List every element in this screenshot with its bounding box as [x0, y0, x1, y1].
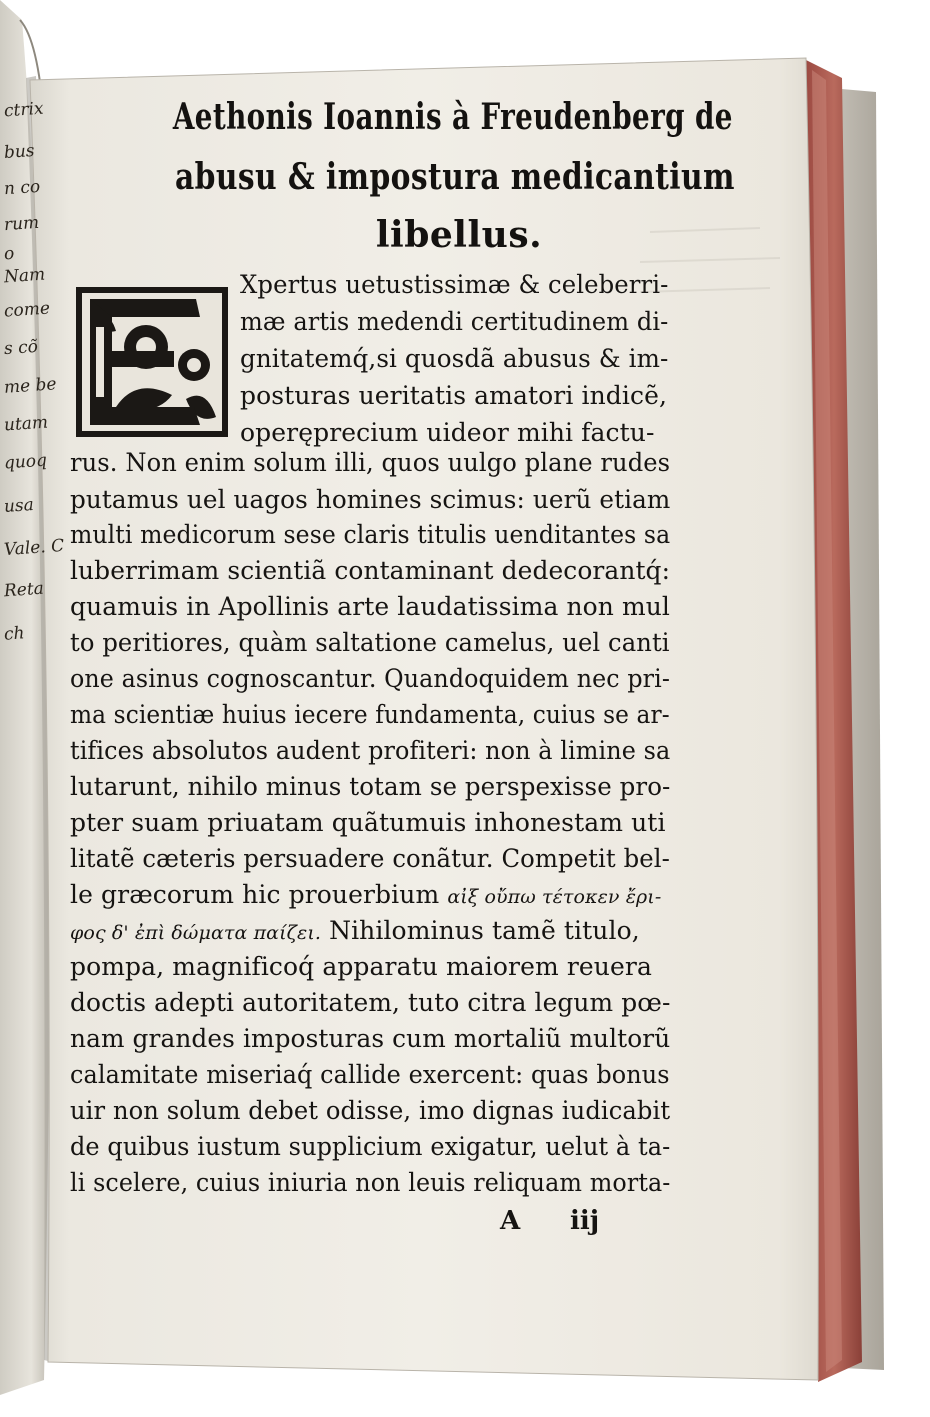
text-line: li scelere, cuius iniuria non leuis reliquam morta- — [70, 1168, 671, 1197]
facing-fragment: usa — [3, 494, 35, 518]
heading-line: abusu & impostura medicantium — [175, 156, 735, 198]
text-line: gnitatemq́,si quosdã abusus & im- — [240, 344, 669, 373]
text-line: to peritiores, quàm saltatione camelus, uel canti — [70, 628, 670, 657]
text-line: Xpertus uetustissimæ & celeberri- — [240, 270, 669, 299]
text-line: putamus uel uagos homines scimus: uerũ etiam — [70, 485, 671, 514]
text-line — [70, 880, 670, 909]
text-line: de quibus iustum supplicium exigatur, uelut à ta- — [70, 1132, 671, 1161]
text-line: lutarunt, nihilo minus totam se perspexisse pro- — [70, 772, 671, 801]
text-line: mæ artis medendi certitudinem di- — [240, 307, 669, 336]
text-line: posturas ueritatis amatori indicẽ, — [240, 381, 668, 410]
facing-fragment: o — [3, 243, 15, 265]
text-line: nam grandes imposturas cum mortaliũ multorũ — [70, 1024, 671, 1053]
signature-number: iij — [570, 1206, 600, 1236]
facing-fragment: ch — [3, 623, 26, 645]
initial-letter: E — [76, 287, 77, 288]
text-line — [70, 916, 670, 945]
facing-fragment: utam — [3, 412, 49, 436]
heading-line: libellus. — [375, 214, 543, 256]
heading-line: Aethonis Ioannis à Freudenberg de — [173, 96, 733, 138]
text-line: litatẽ cæteris persuadere conãtur. Competit bel- — [70, 844, 670, 873]
text-line: pompa, magnificoq́ apparatu maiorem reuera — [70, 952, 652, 981]
greek-proverb-part1: αἰξ οὔπω τέτοκεν ἔρι- — [447, 886, 662, 908]
facing-fragment: quoq — [3, 450, 48, 474]
text-line: operęprecium uideor mihi factu- — [240, 418, 655, 447]
text-line: rus. Non enim solum illi, quos uulgo plane rudes — [70, 448, 671, 477]
facing-fragment: Vale. C — [3, 535, 65, 561]
text-line: uir non solum debet odisse, imo dignas iudicabit — [70, 1096, 671, 1125]
signature-mark: A — [500, 1206, 521, 1236]
facing-fragment: come — [3, 298, 51, 322]
facing-fragment: n co — [3, 176, 41, 200]
text-line-latin: le græcorum hic prouerbium — [70, 880, 440, 909]
text-line: doctis adepti autoritatem, tuto citra legum pœ- — [70, 988, 671, 1017]
text-line-latin: Nihilominus tamẽ titulo, — [329, 916, 640, 945]
text-line: one asinus cognoscantur. Quandoquidem nec pri- — [70, 664, 670, 693]
text-line: calamitate miseriaq́ callide exercent: quas bonus — [70, 1060, 670, 1089]
facing-fragment: Reta — [3, 578, 45, 602]
facing-fragment: rum — [3, 212, 40, 236]
facing-fragment: bus — [3, 140, 36, 164]
text-line: ma scientiæ huius iecere fundamenta, cuius se ar- — [70, 700, 670, 729]
text-line: multi medicorum sese claris titulis uenditantes sa — [70, 520, 671, 549]
facing-fragment: ctrix — [3, 98, 45, 122]
text-line: luberrimam scientiã contaminant dedecorantq́: — [70, 556, 671, 585]
text-line: pter suam priuatam quãtumuis inhonestam uti — [70, 808, 666, 837]
text-line: quamuis in Apollinis arte laudatissima non mul — [70, 592, 671, 621]
greek-proverb-part2: φος δ' ἐπὶ δώματα παίζει. — [70, 922, 322, 944]
facing-fragment: s cõ — [3, 336, 39, 360]
text-line: tifices absolutos audent profiteri: non à limine sa — [70, 736, 671, 765]
facing-fragment: me be — [3, 374, 58, 398]
facing-fragment: Nam — [3, 264, 46, 288]
